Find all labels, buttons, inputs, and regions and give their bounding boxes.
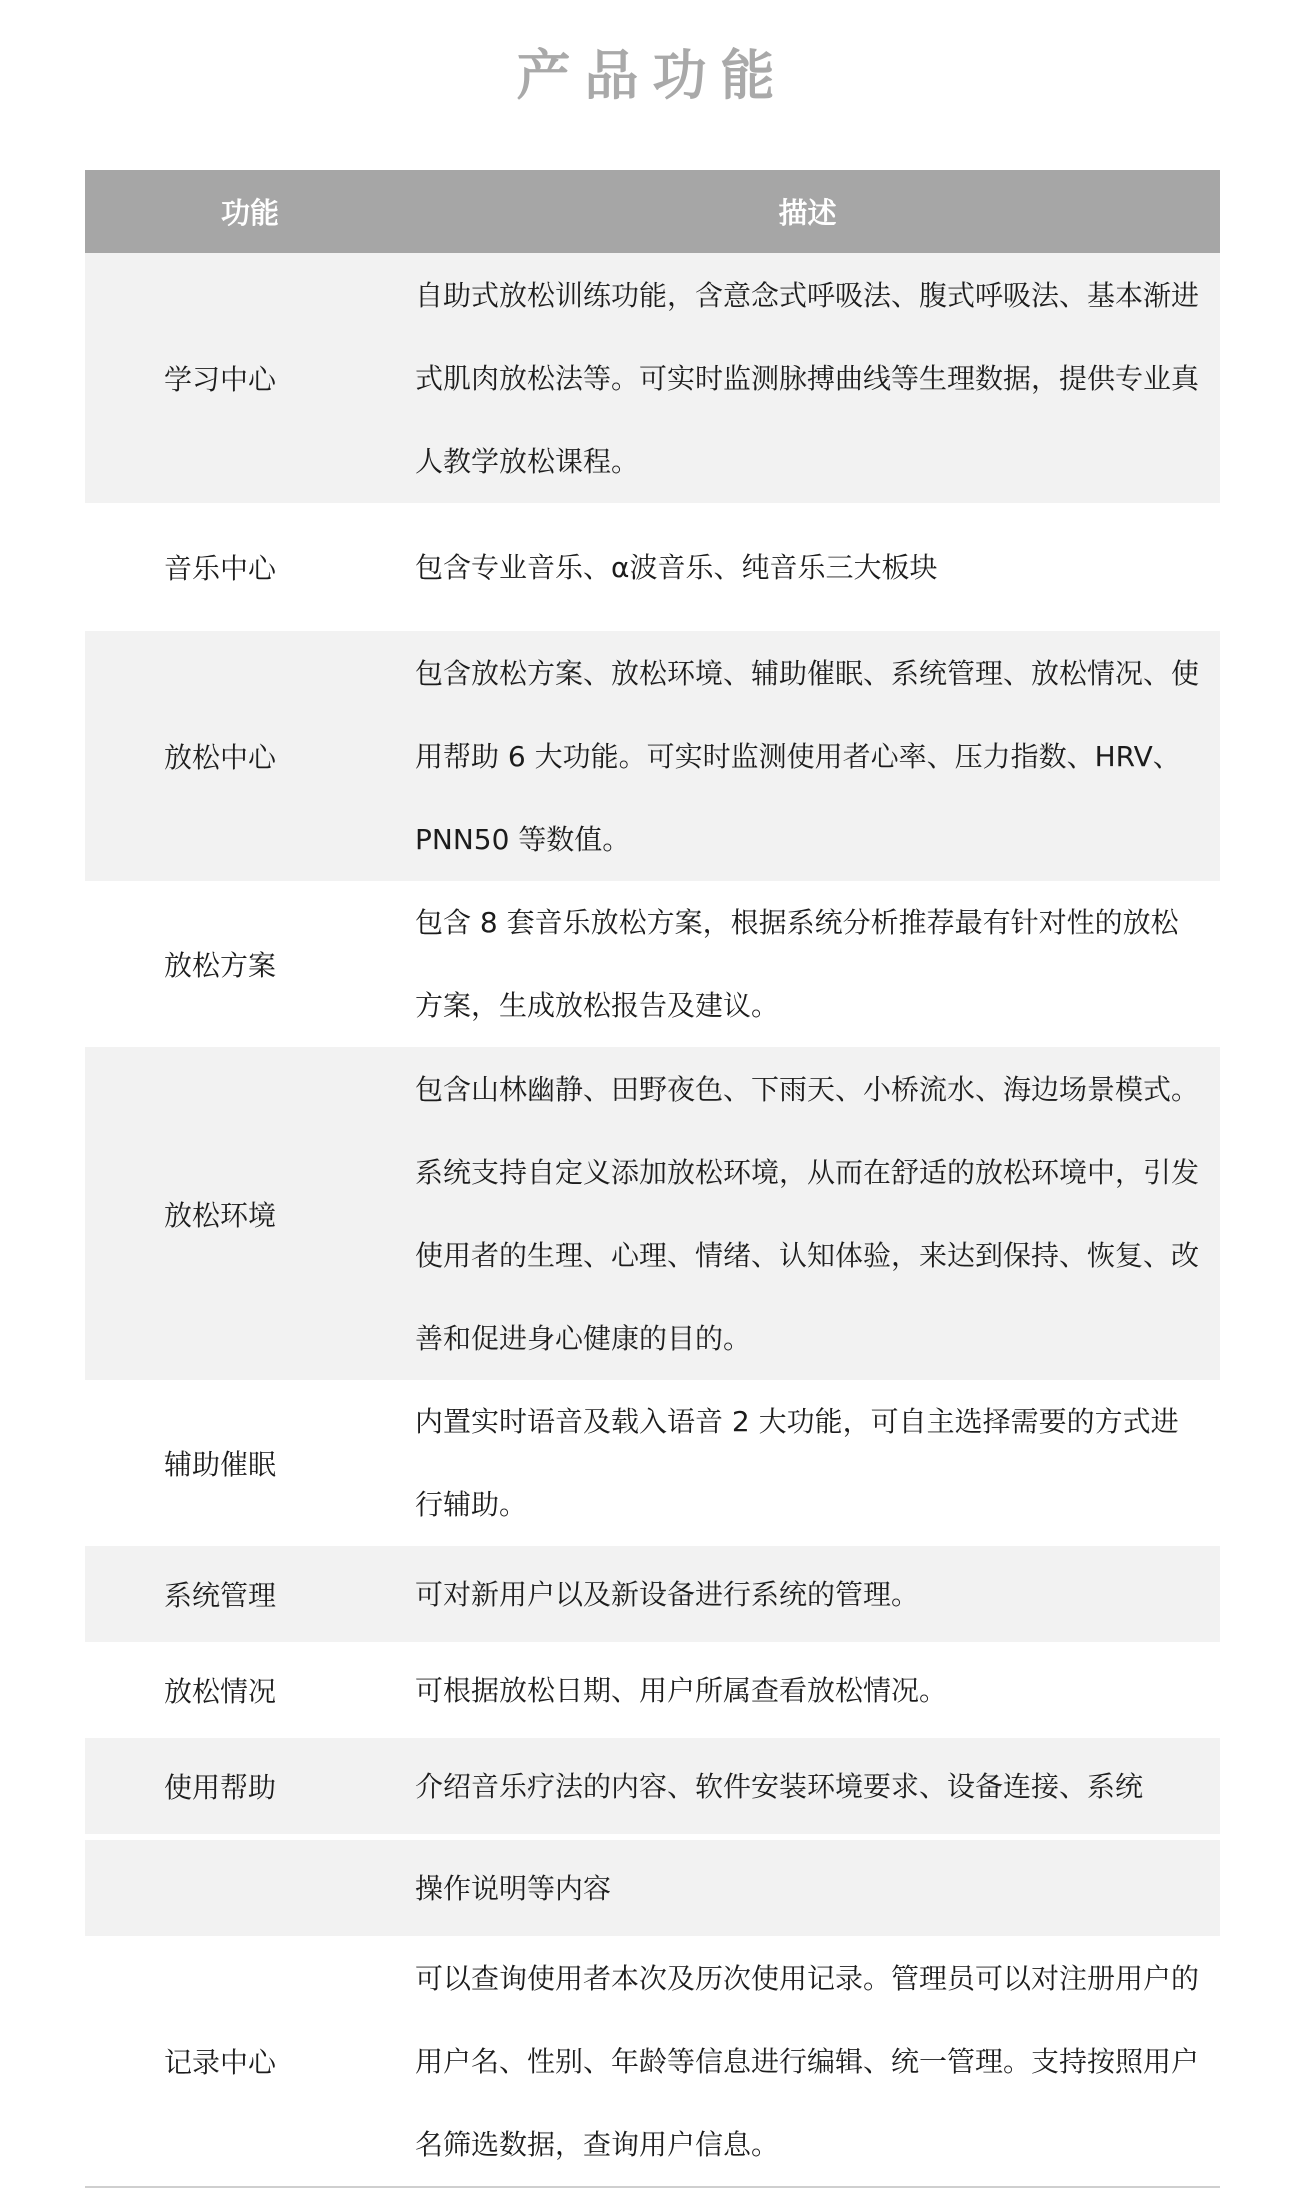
table-row bbox=[85, 1642, 1220, 1738]
row-function: 辅助催眠 bbox=[163, 1448, 276, 1481]
page-title: 产品功能 bbox=[516, 43, 789, 107]
row-function: 使用帮助 bbox=[163, 1771, 276, 1804]
row-description: 自助式放松训练功能，含意念式呼吸法、腹式呼吸法、基本渐进式肌肉放松法等。可实时监测脉搏曲线等生理数据，提供专业真人教学放松课程。 bbox=[415, 278, 1200, 478]
table-row bbox=[85, 1047, 1220, 1380]
row-function: 放松情况 bbox=[163, 1675, 276, 1708]
row-description: 包含 8 套音乐放松方案，根据系统分析推荐最有针对性的放松方案，生成放松报告及建议。 bbox=[415, 906, 1179, 1022]
feature-table bbox=[85, 170, 1220, 2188]
row-description: 可以查询使用者本次及历次使用记录。管理员可以对注册用户的用户名、性别、年龄等信息进行编辑、统一管理。支持按照用户名筛选数据，查询用户信息。 bbox=[415, 1961, 1200, 2161]
table-row bbox=[85, 1380, 1220, 1546]
row-description: 包含山林幽静、田野夜色、下雨天、小桥流水、海边场景模式。系统支持自定义添加放松环境，从而在舒适的放松环境中，引发使用者的生理、心理、情绪、认知体验，来达到保持、恢复、改善和促进身心健康的目的。 bbox=[415, 1072, 1200, 1355]
row-function: 记录中心 bbox=[163, 2046, 276, 2079]
table-row bbox=[85, 503, 1220, 631]
row-description: 内置实时语音及载入语音 2 大功能，可自主选择需要的方式进行辅助。 bbox=[415, 1405, 1179, 1521]
table-row bbox=[85, 1834, 1220, 1936]
row-description: 可对新用户以及新设备进行系统的管理。 bbox=[415, 1577, 920, 1611]
row-function bbox=[85, 1840, 415, 1936]
row-description: 操作说明等内容 bbox=[415, 1871, 612, 1905]
table-row bbox=[85, 881, 1220, 1047]
table-header bbox=[85, 170, 1220, 253]
table-row bbox=[85, 1546, 1220, 1642]
row-description: 可根据放松日期、用户所属查看放松情况。 bbox=[415, 1673, 948, 1707]
row-description: 包含专业音乐、α波音乐、纯音乐三大板块 bbox=[415, 550, 938, 584]
row-function: 学习中心 bbox=[163, 363, 276, 396]
header-function: 功能 bbox=[220, 196, 279, 230]
table-row bbox=[85, 1936, 1220, 2186]
table-bottom-border bbox=[85, 2186, 1220, 2188]
row-function: 放松方案 bbox=[163, 949, 276, 982]
row-description: 包含放松方案、放松环境、辅助催眠、系统管理、放松情况、使用帮助 6 大功能。可实时监测使用者心率、压力指数、HRV、PNN50 等数值。 bbox=[415, 656, 1200, 856]
row-function: 系统管理 bbox=[163, 1579, 276, 1612]
row-description: 介绍音乐疗法的内容、软件安装环境要求、设备连接、系统 bbox=[415, 1769, 1144, 1803]
row-function: 放松中心 bbox=[163, 741, 276, 774]
row-function: 音乐中心 bbox=[163, 552, 276, 585]
header-description: 描述 bbox=[778, 196, 837, 230]
table-row bbox=[85, 1738, 1220, 1834]
row-function: 放松环境 bbox=[163, 1198, 276, 1232]
table-row bbox=[85, 253, 1220, 503]
table-row bbox=[85, 631, 1220, 881]
